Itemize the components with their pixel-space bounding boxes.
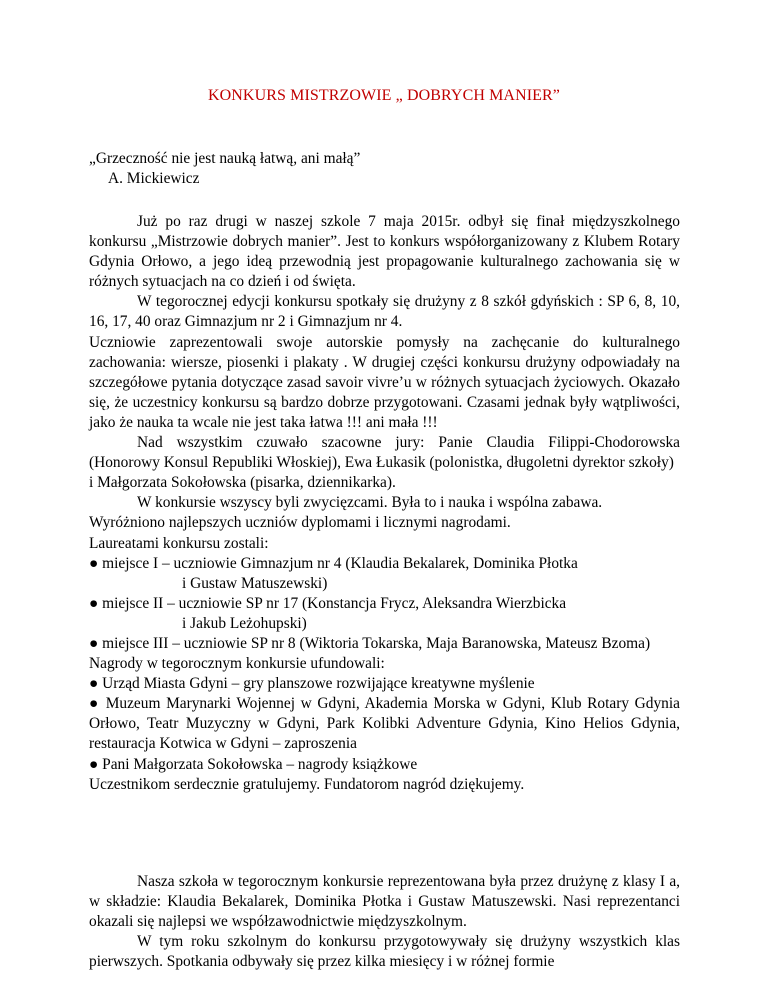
paragraph-preparation: W tym roku szkolnym do konkursu przygotowywały się drużyny wszystkich klas pierwszych. Spotkania odbywały się przez kilka miesięcy i w różnej formie — [89, 933, 680, 971]
list-item-place-2: ● miejsce II – uczniowie SP nr 17 (Konstancja Frycz, Aleksandra Wierzbicka — [89, 594, 567, 612]
article-body — [89, 212, 680, 795]
list-item-place-1-cont: i Gustaw Matuszewski) — [182, 574, 328, 592]
sponsors-heading: Nagrody w tegorocznym konkursie ufundowali: — [89, 655, 385, 673]
list-item-sponsor-2: ● Muzeum Marynarki Wojennej w Gdyni, Akademia Morska w Gdyni, Klub Rotary Gdynia Orłowo, Teatr Muzyczny w Gdyni, Park Kolibki Adventure Gdynia, Kino Helios Gdynia, restauracja Kotwica w Gdyni – zaproszenia — [89, 695, 680, 753]
list-item-place-1: ● miejsce I – uczniowie Gimnazjum nr 4 (Klaudia Bekalarek, Dominika Płotka — [89, 554, 578, 572]
paragraph-thanks: Uczestnikom serdecznie gratulujemy. Fundatorom nagród dziękujemy. — [89, 775, 525, 793]
list-item-place-3: ● miejsce III – uczniowie SP nr 8 (Wiktoria Tokarska, Maja Baranowska, Mateusz Bzoma) — [89, 634, 651, 652]
epigraph-author: A. Mickiewicz — [108, 170, 200, 188]
paragraph-presentations: Uczniowie zaprezentowali swoje autorskie pomysły na zachęcanie do kulturalnego zachowania: wiersze, piosenki i plakaty . W drugiej części konkursu drużyny odpowiadały na szczegółowe pytania dotyczące zasad savoir vivre’u w różnych sytuacjach życiowych. Okazało się, że uczestnicy konkursu są bardzo dobrze przygotowani. Czasami jednak były wątpliwości, jako że nauka ta wcale nie jest taka łatwa !!! ani mała !!! — [89, 333, 680, 431]
epigraph-quote: „Grzeczność nie jest nauką łatwą, ani małą” — [89, 150, 361, 167]
epigraph — [89, 149, 360, 189]
article-body-continued — [89, 872, 680, 972]
paragraph-awards: Wyróżniono najlepszych uczniów dyplomami i licznymi nagrodami. — [89, 514, 511, 532]
list-item-sponsor-3: ● Pani Małgorzata Sokołowska – nagrody książkowe — [89, 755, 418, 773]
laureates-heading: Laureatami konkursu zostali: — [89, 534, 269, 552]
list-item-place-2-cont: i Jakub Leżohupski) — [182, 614, 307, 632]
paragraph-jury: Nad wszystkim czuwało szacowne jury: Panie Claudia Filippi-Chodorowska (Honorowy Konsul Republiki Włoskiej), Ewa Łukasik (polonistka, długoletni dyrektor szkoły) — [89, 434, 680, 472]
list-item-sponsor-1: ● Urząd Miasta Gdyni – gry planszowe rozwijające kreatywne myślenie — [89, 675, 535, 693]
paragraph-our-school: Nasza szkoła w tegorocznym konkursie reprezentowana była przez drużynę z klasy I a, w składzie: Klaudia Bekalarek, Dominika Płotka i Gustaw Matuszewski. Nasi reprezentanci okazali się najlepsi we współzawodnictwie międzyszkolnym. — [89, 873, 680, 931]
document-title: KONKURS MISTRZOWIE „ DOBRYCH MANIER” — [207, 87, 561, 104]
paragraph-intro: Już po raz drugi w naszej szkole 7 maja 2015r. odbył się finał międzyszkolnego konkursu „Mistrzowie dobrych manier”. Jest to konkurs współorganizowany z Klubem Rotary Gdynia Orłowo, a jego ideą przewodnią jest propagowanie kulturalnego zachowania się w różnych sytuacjach na co dzień i od święta. — [89, 213, 680, 291]
paragraph-teams: W tegorocznej edycji konkursu spotkały się drużyny z 8 szkół gdyńskich : SP 6, 8, 10, 16, 17, 40 oraz Gimnazjum nr 2 i Gimnazjum nr 4. — [89, 293, 680, 331]
paragraph-jury-cont: i Małgorzata Sokołowska (pisarka, dziennikarka). — [89, 474, 396, 492]
paragraph-winners: W konkursie wszyscy byli zwycięzcami. Była to i nauka i wspólna zabawa. — [137, 494, 603, 512]
